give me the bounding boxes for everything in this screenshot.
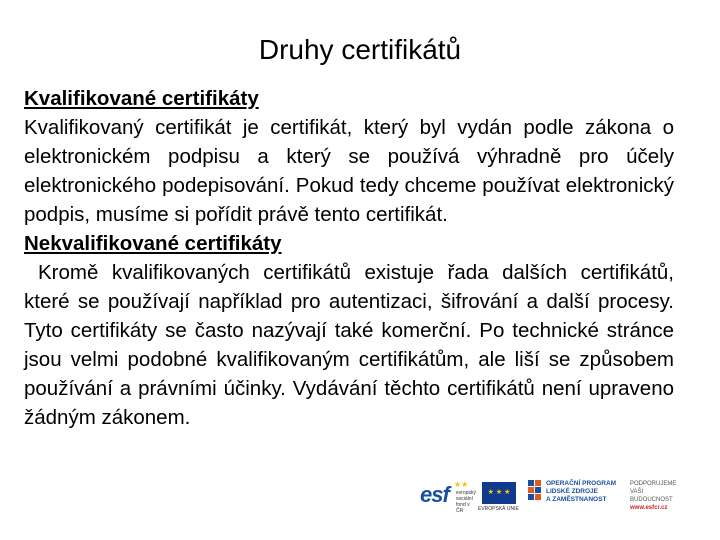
podporujeme-text: PODPORUJEME VAŠI BUDOUCNOST www.esfcr.cz [630, 480, 680, 512]
op-logo-icon [528, 480, 542, 510]
esf-stars-icon: ★★ [454, 480, 469, 489]
slide-title: Druhy certifikátů [258, 34, 462, 65]
eu-caption: EVROPSKÁ UNIE [478, 506, 519, 512]
eu-flag-icon: ★ ★ ★ [482, 482, 516, 504]
op-text: OPERAČNÍ PROGRAM LIDSKÉ ZDROJE A ZAMĚSTNANOST [546, 480, 617, 503]
section-heading-qualified: Kvalifikované certifikáty [24, 87, 259, 110]
section-text-qualified: Kvalifikovaný certifikát je certifikát, který byl vydán podle zákona o elektronickém podpisu a který se používá výhradně pro účely elektronického podepisování. Pokud tedy chceme používat elektronický podpis, musíme si pořídit právě tento certifikát. [24, 116, 674, 226]
slide-content [24, 84, 674, 432]
footer-logos [416, 476, 680, 516]
section-text-unqualified: Kromě kvalifikovaných certifikátů existuje řada dalších certifikátů, které se používají například pro autentizaci, šifrování a další procesy. Tyto certifikáty se často nazývají také komerční. Po technické stránce jsou velmi podobné kvalifikovaným certifikátům, ale liší se způsobem používání a právními účinky. Vydávání těchto certifikátů není upraveno žádným zákonem. [24, 261, 674, 429]
esf-logo: esf ★★ evropský sociální fond v ČR [420, 480, 477, 514]
esf-url: www.esfcr.cz [630, 505, 668, 511]
section-heading-unqualified: Nekvalifikované certifikáty [24, 232, 282, 255]
